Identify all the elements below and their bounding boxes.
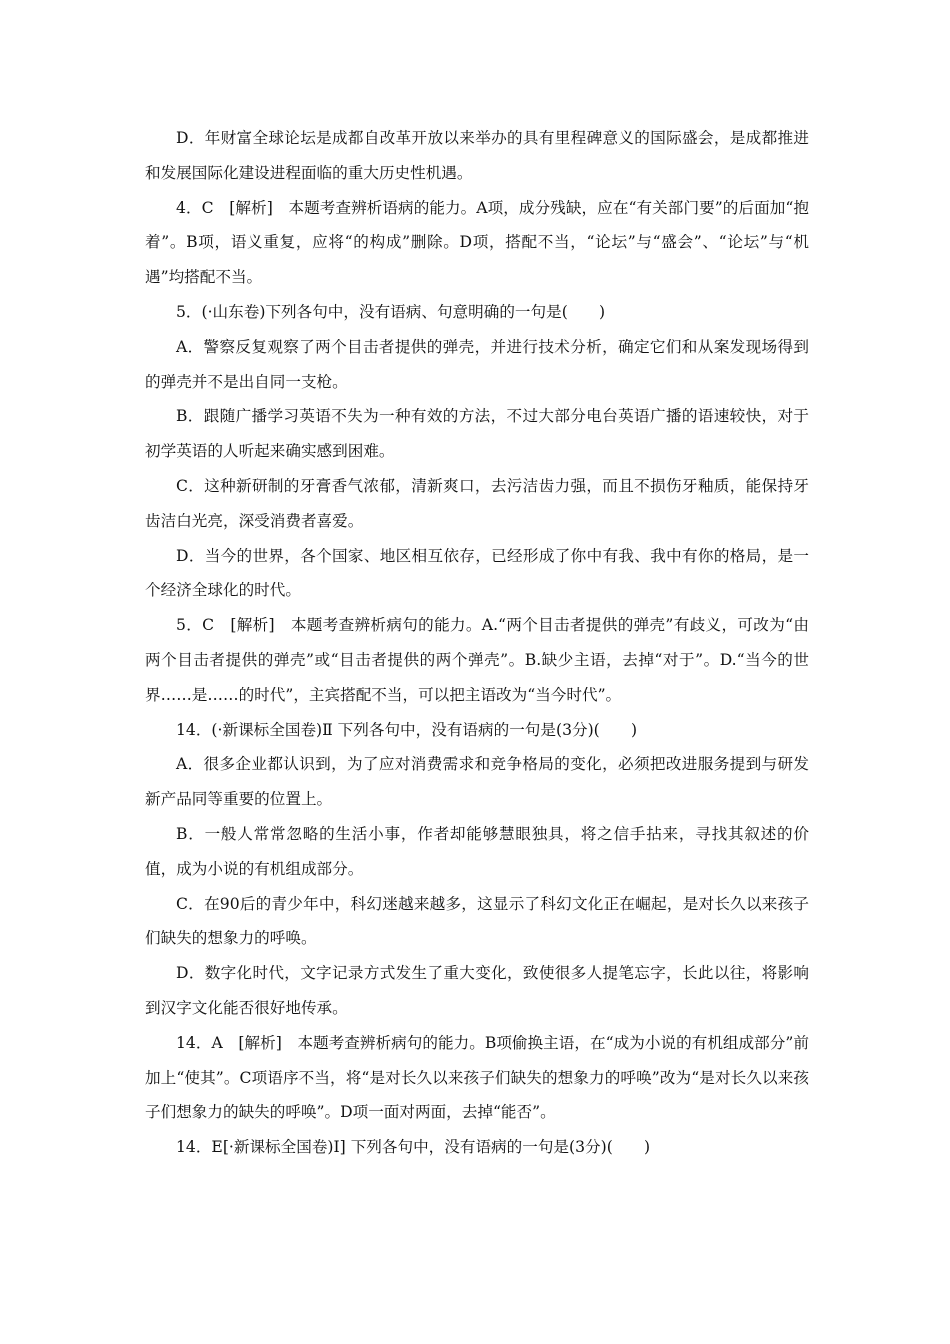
question-14-option-b: B．一般人常常忽略的生活小事，作者却能够慧眼独具，将之信手拈来，寻找其叙述的价值，成为小说的有机组成部分。 [145, 824, 809, 878]
question-5-stem: 5．(·山东卷)下列各句中，没有语病、句意明确的一句是( ) [176, 302, 606, 321]
answer-5-explanation: 5．C [解析] 本题考查辨析病句的能力。A.“两个目击者提供的弹壳”有歧义，可改为“由两个目击者提供的弹壳”或“目击者提供的两个弹壳”。B.缺少主语，去掉“对于”。D.“当今的世界……是……的时代”，主宾搭配不当，可以把主语改为“当今时代”。 [145, 616, 809, 704]
question-14-option-a: A．很多企业都认识到，为了应对消费需求和竞争格局的变化，必须把改进服务提到与研发新产品同等重要的位置上。 [145, 755, 809, 809]
document-body [145, 121, 809, 1165]
question-14-option-c: C．在90后的青少年中，科幻迷越来越多，这显示了科幻文化正在崛起，是对长久以来孩子们缺失的想象力的呼唤。 [145, 894, 809, 948]
question-14-option-d: D．数字化时代，文字记录方式发生了重大变化，致使很多人提笔忘字，长此以往，将影响到汉字文化能否很好地传承。 [145, 964, 809, 1017]
question-14-stem: 14．(·新课标全国卷)Ⅱ 下列各句中，没有语病的一句是(3分)( ) [176, 720, 638, 739]
question-14e-stem: 14．E[·新课标全国卷)Ⅰ] 下列各句中，没有语病的一句是(3分)( ) [176, 1138, 651, 1157]
question-5-option-b: B．跟随广播学习英语不失为一种有效的方法，不过大部分电台英语广播的语速较快，对于初学英语的人听起来确实感到困难。 [145, 407, 809, 461]
question-5-option-c: C．这种新研制的牙膏香气浓郁，清新爽口，去污洁齿力强，而且不损伤牙釉质，能保持牙齿洁白光亮，深受消费者喜爱。 [145, 476, 809, 530]
answer-4-explanation: 4．C [解析] 本题考查辨析语病的能力。A项，成分残缺，应在“有关部门要”的后面加“抱着”。B项，语义重复，应将“的构成”删除。D项，搭配不当，“论坛”与“盛会”、“论坛”与“机遇”均搭配不当。 [145, 198, 809, 287]
answer-14-explanation: 14．A [解析] 本题考查辨析病句的能力。B项偷换主语，在“成为小说的有机组成部分”前加上“使其”。C项语序不当，将“是对长久以来孩子们缺失的想象力的呼唤”改为“是对长久以来孩子们想象力的缺失的呼唤”。D项一面对两面，去掉“能否”。 [145, 1033, 809, 1122]
question-5-option-d: D．当今的世界，各个国家、地区相互依存，已经形成了你中有我、我中有你的格局，是一个经济全球化的时代。 [145, 546, 809, 600]
option-d-paragraph: D．年财富全球论坛是成都自改革开放以来举办的具有里程碑意义的国际盛会，是成都推进和发展国际化建设进程面临的重大历史性机遇。 [145, 129, 809, 182]
question-5-option-a: A．警察反复观察了两个目击者提供的弹壳，并进行技术分析，确定它们和从案发现场得到的弹壳并不是出自同一支枪。 [145, 337, 809, 391]
